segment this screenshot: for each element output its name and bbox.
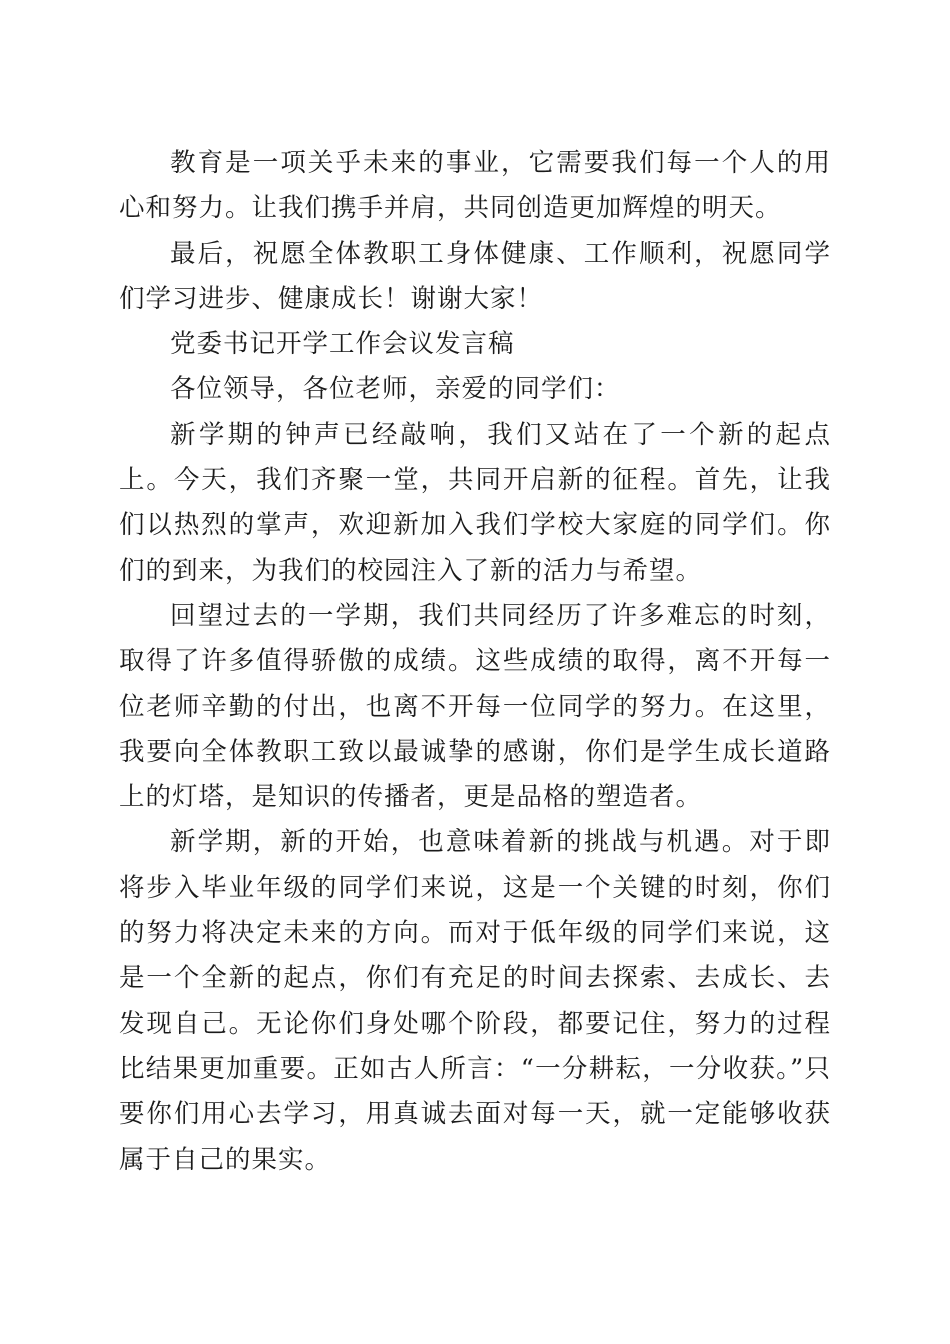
speech-title: 党委书记开学工作会议发言稿 <box>170 329 515 360</box>
speech-salutation: 各位领导，各位老师，亲爱的同学们： <box>170 374 621 405</box>
paragraph-new-semester: 新学期的钟声已经敲响，我们又站在了一个新的起点上。今天，我们齐聚一堂，共同开启新的征程。首先，让我们以热烈的掌声，欢迎新加入我们学校大家庭的同学们。你们的到来，为我们的校园注入了新的活力与希望。 <box>119 419 831 586</box>
paragraph-closing-hope: 教育是一项关乎未来的事业，它需要我们每一个人的用心和努力。让我们携手并肩，共同创造更加辉煌的明天。 <box>119 148 831 224</box>
paragraph-review: 回望过去的一学期，我们共同经历了许多难忘的时刻，取得了许多值得骄傲的成绩。这些成绩的取得，离不开每一位老师辛勤的付出，也离不开每一位同学的努力。在这里，我要向全体教职工致以最诚挚的感谢，你们是学生成长道路上的灯塔，是知识的传播者，更是品格的塑造者。 <box>119 600 831 813</box>
paragraph-challenges: 新学期，新的开始，也意味着新的挑战与机遇。对于即将步入毕业年级的同学们来说，这是一个关键的时刻，你们的努力将决定未来的方向。而对于低年级的同学们来说，这是一个全新的起点，你们有充足的时间去探索、去成长、去发现自己。无论你们身处哪个阶段，都要记住，努力的过程比结果更加重要。正如古人所言：“一分耕耘，一分收获。”只要你们用心去学习，用真诚去面对每一天，就一定能够收获属于自己的果实。 <box>119 827 831 1175</box>
paragraph-closing-wishes: 最后，祝愿全体教职工身体健康、工作顺利，祝愿同学们学习进步、健康成长！谢谢大家！ <box>119 238 831 314</box>
document-body <box>119 141 831 1183</box>
